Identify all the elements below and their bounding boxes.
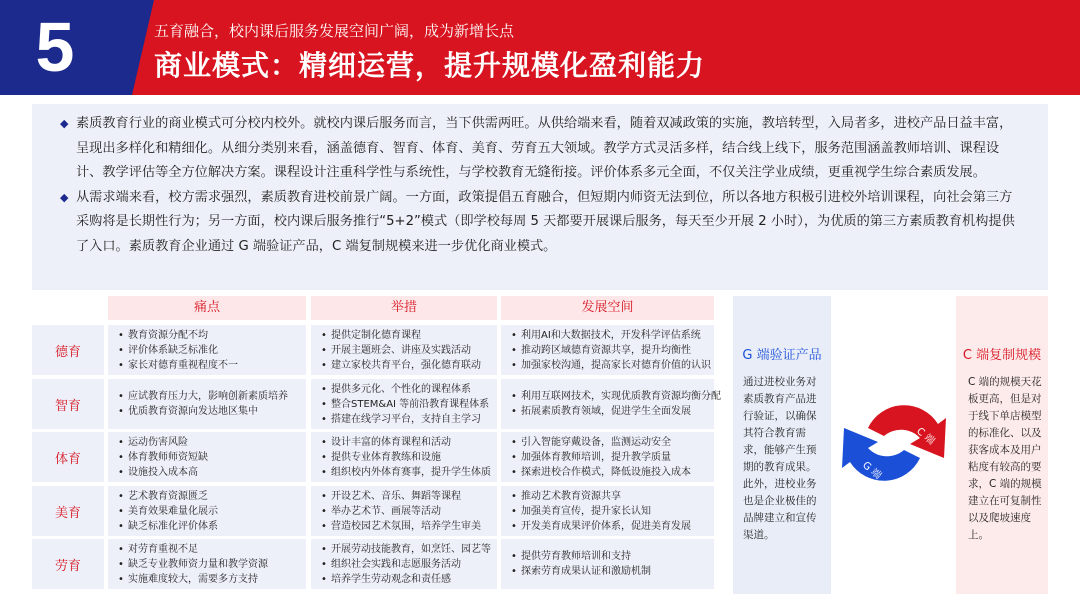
list-item: • 对劳育重视不足 [118,542,298,557]
row-label: 智育 [32,379,104,429]
list-item: • 设施投入成本高 [118,465,298,480]
list-item: • 推动跨区域德育资源共享，提升均衡性 [511,343,706,358]
list-item: • 整合STEM&AI 等前沿教育课程体系 [321,397,489,412]
measures-cell [311,539,497,589]
list-item: • 实施难度较大，需要多方支持 [118,572,298,587]
column-header-measures: 举措 [311,296,497,320]
pain-cell [108,379,306,429]
measures-cell [311,486,497,536]
c-end-panel [956,296,1048,594]
list-item: • 加强体育教师培训，提升教学质量 [511,450,706,465]
intro-bullet-supply [60,112,1024,186]
list-item: • 利用AI和大数据技术，开发科学评估系统 [511,328,706,343]
list-item: • 开展劳动技能教育，如烹饪、园艺等 [321,542,489,557]
header-banner [0,0,1080,95]
intro-bullet-text: 从需求端来看，校方需求强烈，素质教育进校前景广阔。一方面，政策提倡五育融合，但短期内师资无法到位，所以各地方积极引进校外培训课程，向社会第三方采购将是长期性行为；另一方面，校内课后服务推行“5+2”模式（即学校每周 5 天都要开展课后服务，每天至少开展 2 小时），为优质的第三方素质教育机构提供了入口。素质教育企业通过 G 端验证产品，C 端复制规模来进一步优化商业模式。 [76,189,1015,254]
list-item: • 探索进校合作模式，降低设施投入成本 [511,465,706,480]
list-item: • 开发美育成果评价体系，促进美育发展 [511,519,706,534]
space-cell [501,379,721,429]
header-subtitle: 五育融合，校内课后服务发展空间广阔，成为新增长点 [154,22,515,40]
list-item: • 美育效果难量化展示 [118,504,298,519]
c-end-text: C 端的规模天花板更高，但是对于线下单店模型的标准化、以及获客成本及用户粘度有较高的要求，C 端的规模建立在可复制性以及爬坡速度上。 [968,376,1042,541]
space-cell [501,539,714,589]
row-label: 体育 [32,432,104,482]
list-item: • 提供定制化德育课程 [321,328,489,343]
list-item: • 缺乏标准化评价体系 [118,519,298,534]
intro-panel [32,104,1048,290]
g-c-cycle-graphic [834,384,954,502]
pain-cell [108,325,306,375]
measures-cell [311,379,497,429]
list-item: • 开设艺术、音乐、舞蹈等课程 [321,489,489,504]
list-item: • 引入智能穿戴设备，监测运动安全 [511,435,706,450]
list-item: • 举办艺术节、画展等活动 [321,504,489,519]
c-end-arrow-icon [868,405,946,458]
c-end-arrow-label: C 端 [914,425,937,448]
section-number: 5 [35,8,75,86]
pain-cell [108,539,306,589]
column-header-space: 发展空间 [501,296,714,320]
list-item: • 拓展素质教育领域，促进学生全面发展 [511,404,706,419]
list-item: • 家长对德育重视程度不一 [118,358,298,373]
header-wedge [132,0,154,95]
intro-bullet-text: 素质教育行业的商业模式可分校内校外。就校内课后服务而言，当下供需两旺。从供给端来看，随着双减政策的实施，教培转型，入局者多，进校产品日益丰富，呈现出多样化和精细化。从细分类别来看，涵盖德育、智育、体育、美育、劳育五大领域。教学方式灵活多样，结合线上线下，服务范围涵盖教师培训、课程设计、教学评估等全方位解决方案。课程设计注重科学性与系统性，与学校教育无缝衔接。评价体系多元全面，不仅关注学业成绩，更重视学生综合素质发展。 [76,116,1013,180]
list-item: • 设计丰富的体育课程和活动 [321,435,489,450]
row-label: 德育 [32,325,104,375]
g-end-title: G 端验证产品 [742,348,822,363]
section-number-box [0,0,132,95]
list-item: • 艺术教育资源匮乏 [118,489,298,504]
row-label: 美育 [32,486,104,536]
list-item: • 教育资源分配不均 [118,328,298,343]
space-cell [501,325,714,375]
measures-cell [311,325,497,375]
list-item: • 搭建在线学习平台，支持自主学习 [321,412,489,427]
pain-cell [108,486,306,536]
intro-bullet-demand [60,186,1024,260]
list-item: • 探索劳育成果认证和激励机制 [511,564,706,579]
space-cell [501,486,714,536]
g-end-panel [733,296,831,594]
list-item: • 提供多元化、个性化的课程体系 [321,382,489,397]
list-item: • 组织社会实践和志愿服务活动 [321,557,489,572]
list-item: • 加强家校沟通，提高家长对德育价值的认识 [511,358,706,373]
column-header-pain: 痛点 [108,296,306,320]
list-item: • 组织校内外体育赛事，提升学生体质 [321,465,489,480]
g-end-arrow-label: G 端 [860,459,884,482]
list-item: • 运动伤害风险 [118,435,298,450]
list-item: • 营造校园艺术氛围，培养学生审美 [321,519,489,534]
row-label: 劳育 [32,539,104,589]
list-item: • 提供劳育教师培训和支持 [511,549,706,564]
diamond-bullet-icon: ◆ [60,117,69,130]
g-end-text: 通过进校业务对素质教育产品进行验证，以确保其符合教育需求，能够产生预期的教育成果。此外，进校业务也是企业极佳的品牌建立和宣传渠道。 [743,376,817,541]
list-item: • 应试教育压力大，影响创新素质培养 [118,389,298,404]
space-cell [501,432,714,482]
list-item: • 优质教育资源向发达地区集中 [118,404,298,419]
list-item: • 缺乏专业教师资力量和教学资源 [118,557,298,572]
list-item: • 加强美育宣传，提升家长认知 [511,504,706,519]
c-end-title: C 端复制规模 [962,348,1042,363]
page-title: 商业模式：精细运营，提升规模化盈利能力 [154,49,706,82]
diamond-bullet-icon: ◆ [60,190,69,204]
list-item: • 评价体系缺乏标准化 [118,343,298,358]
list-item: • 推动艺术教育资源共享 [511,489,706,504]
list-item: • 体育教师师资短缺 [118,450,298,465]
list-item: • 开展主题班会、讲座及实践活动 [321,343,489,358]
pain-cell [108,432,306,482]
list-item: • 建立家校共育平台，强化德育联动 [321,358,489,373]
list-item: • 利用互联网技术，实现优质教育资源均衡分配 [511,389,706,404]
list-item: • 培养学生劳动观念和责任感 [321,572,489,587]
list-item: • 提供专业体育教练和设施 [321,450,489,465]
measures-cell [311,432,497,482]
